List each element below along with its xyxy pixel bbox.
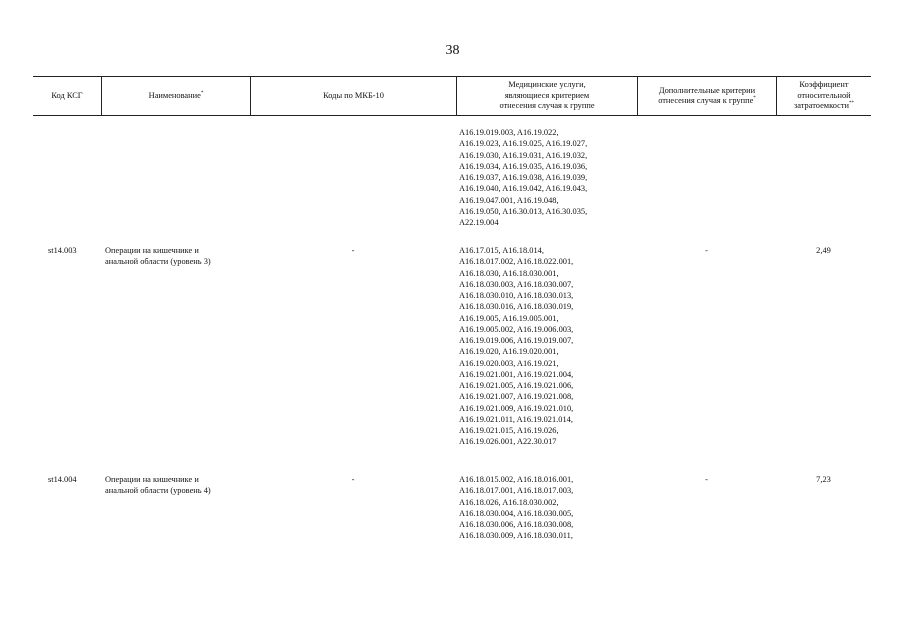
ksg-table bbox=[33, 76, 871, 541]
header-extra-criteria: Дополнительные критерии отнесения случая к группе* bbox=[637, 77, 776, 115]
row-services: A16.18.015.002, A16.18.016.001, A16.18.017.001, A16.18.017.003, A16.18.026, A16.18.030.002, A16.18.030.004, A16.18.030.005, A16.18.030.006, A16.18.030.008, A16.18.030.009, A16.18.030.011, bbox=[459, 475, 574, 541]
footnote-mark: * bbox=[753, 96, 756, 102]
row-code: st14.004 bbox=[48, 475, 77, 484]
row-mkb: - bbox=[351, 475, 355, 484]
row-coefficient: 7,23 bbox=[816, 475, 831, 484]
row-name: Операции на кишечнике и анальной области (уровень 3) bbox=[105, 246, 211, 267]
header-code: Код КСГ bbox=[51, 90, 83, 100]
row-coefficient: 2,49 bbox=[816, 246, 831, 255]
header-mkb: Коды по МКБ-10 bbox=[250, 77, 456, 115]
row-name: Операции на кишечнике и анальной области (уровень 4) bbox=[105, 475, 211, 496]
header-name: Наименование* bbox=[101, 77, 250, 115]
row-mkb: - bbox=[351, 246, 355, 255]
footnote-mark: * bbox=[200, 90, 204, 96]
row-services: A16.17.015, A16.18.014, A16.18.017.002, A16.18.022.001, A16.18.030, A16.18.030.001, A16.18.030.003, A16.18.030.007, A16.18.030.010, A16.18.030.013, A16.18.030.016, A16.18.030.019, A16.19.005, A16.19.005.001, A16.19.005.002, A16.19.006.003, A16.19.019.006, A16.19.019.007, A16.19.020, A16.19.020.001, A16.19.020.003, A16.19.021, A16.19.021.001, A16.19.021.004, A16.19.021.005, A16.19.021.006, A16.19.021.007, A16.19.021.008, A16.19.021.009, A16.19.021.010, A16.19.021.011, A16.19.021.014, A16.19.021.015, A16.19.026, A16.19.026.001, A22.30.017 bbox=[459, 246, 574, 447]
row-extra-criteria: - bbox=[705, 475, 708, 484]
continued-services: A16.19.019.003, A16.19.022, A16.19.023, A16.19.025, A16.19.027, A16.19.030, A16.19.031, A16.19.032, A16.19.034, A16.19.035, A16.19.036, A16.19.037, A16.19.038, A16.19.039, A16.19.040, A16.19.042, A16.19.043, A16.19.047.001, A16.19.048, A16.19.050, A16.30.013, A16.30.035, A22.19.004 bbox=[459, 128, 588, 227]
row-code: st14.003 bbox=[48, 246, 77, 255]
row-extra-criteria: - bbox=[705, 246, 708, 255]
table-header bbox=[33, 76, 871, 116]
footnote-mark: ** bbox=[849, 101, 854, 107]
page-number: 38 bbox=[445, 43, 460, 58]
header-coefficient: Коэффициент относительной затратоемкости** bbox=[776, 77, 871, 115]
header-services: Медицинские услуги, являющиеся критерием отнесения случая к группе bbox=[456, 77, 637, 115]
